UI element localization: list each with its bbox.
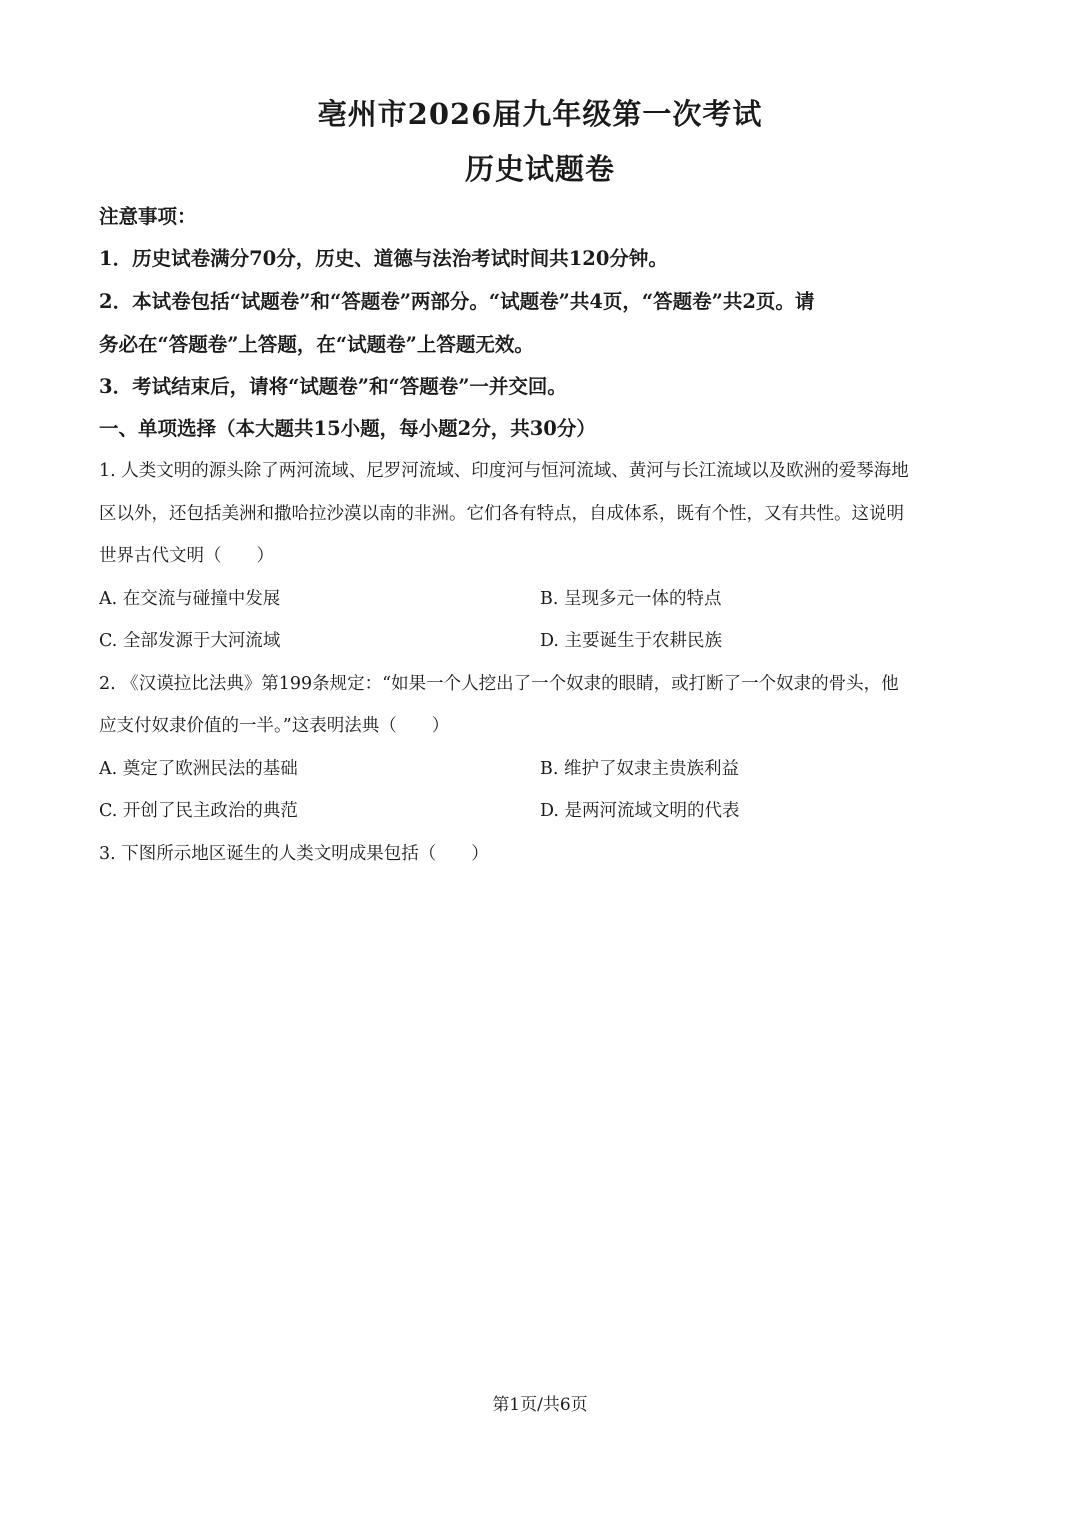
- page-number: 第1页/共6页: [492, 1395, 588, 1415]
- question-1-option-b: B. 呈现多元一体的特点: [540, 589, 722, 609]
- question-1-option-a: A. 在交流与碰撞中发展: [99, 589, 281, 609]
- question-2-line: 应支付奴隶价值的一半。”这表明法典（ ）: [99, 716, 450, 736]
- question-2-option-b: B. 维护了奴隶主贵族利益: [540, 759, 739, 779]
- notice-heading: 注意事项：: [99, 205, 197, 228]
- question-2-option-d: D. 是两河流域文明的代表: [540, 801, 740, 821]
- question-2-line: 2. 《汉谟拉比法典》第199条规定：“如果一个人挖出了一个奴隶的眼睛，或打断了一个奴隶的骨头，他: [99, 674, 899, 694]
- question-2-option-a: A. 奠定了欧洲民法的基础: [99, 759, 298, 779]
- question-1-line: 区以外，还包括美洲和撒哈拉沙漠以南的非洲。它们各有特点，自成体系，既有个性，又有共性。这说明: [99, 504, 904, 524]
- exam-title: 亳州市2026届九年级第一次考试: [317, 97, 763, 131]
- section-title: 一、单项选择（本大题共15小题，每小题2分，共30分）: [99, 417, 596, 440]
- notice-item: 2．本试卷包括“试题卷”和“答题卷”两部分。“试题卷”共4页，“答题卷”共2页。请: [99, 290, 815, 313]
- question-3-line: 3. 下图所示地区诞生的人类文明成果包括（ ）: [99, 844, 489, 864]
- question-1-option-d: D. 主要诞生于农耕民族: [540, 631, 723, 651]
- question-1-line: 世界古代文明（ ）: [99, 546, 274, 566]
- notice-item: 务必在“答题卷”上答题，在“试题卷”上答题无效。: [99, 333, 534, 356]
- notice-item: 1．历史试卷满分70分，历史、道德与法治考试时间共120分钟。: [99, 247, 668, 270]
- exam-subtitle: 历史试题卷: [464, 152, 615, 186]
- question-2-option-c: C. 开创了民主政治的典范: [99, 801, 298, 821]
- question-1-line: 1. 人类文明的源头除了两河流域、尼罗河流域、印度河与恒河流域、黄河与长江流域以及欧洲的爱琴海地: [99, 461, 909, 481]
- question-1-option-c: C. 全部发源于大河流域: [99, 631, 281, 651]
- notice-item: 3．考试结束后，请将“试题卷”和“答题卷”一并交回。: [99, 375, 567, 398]
